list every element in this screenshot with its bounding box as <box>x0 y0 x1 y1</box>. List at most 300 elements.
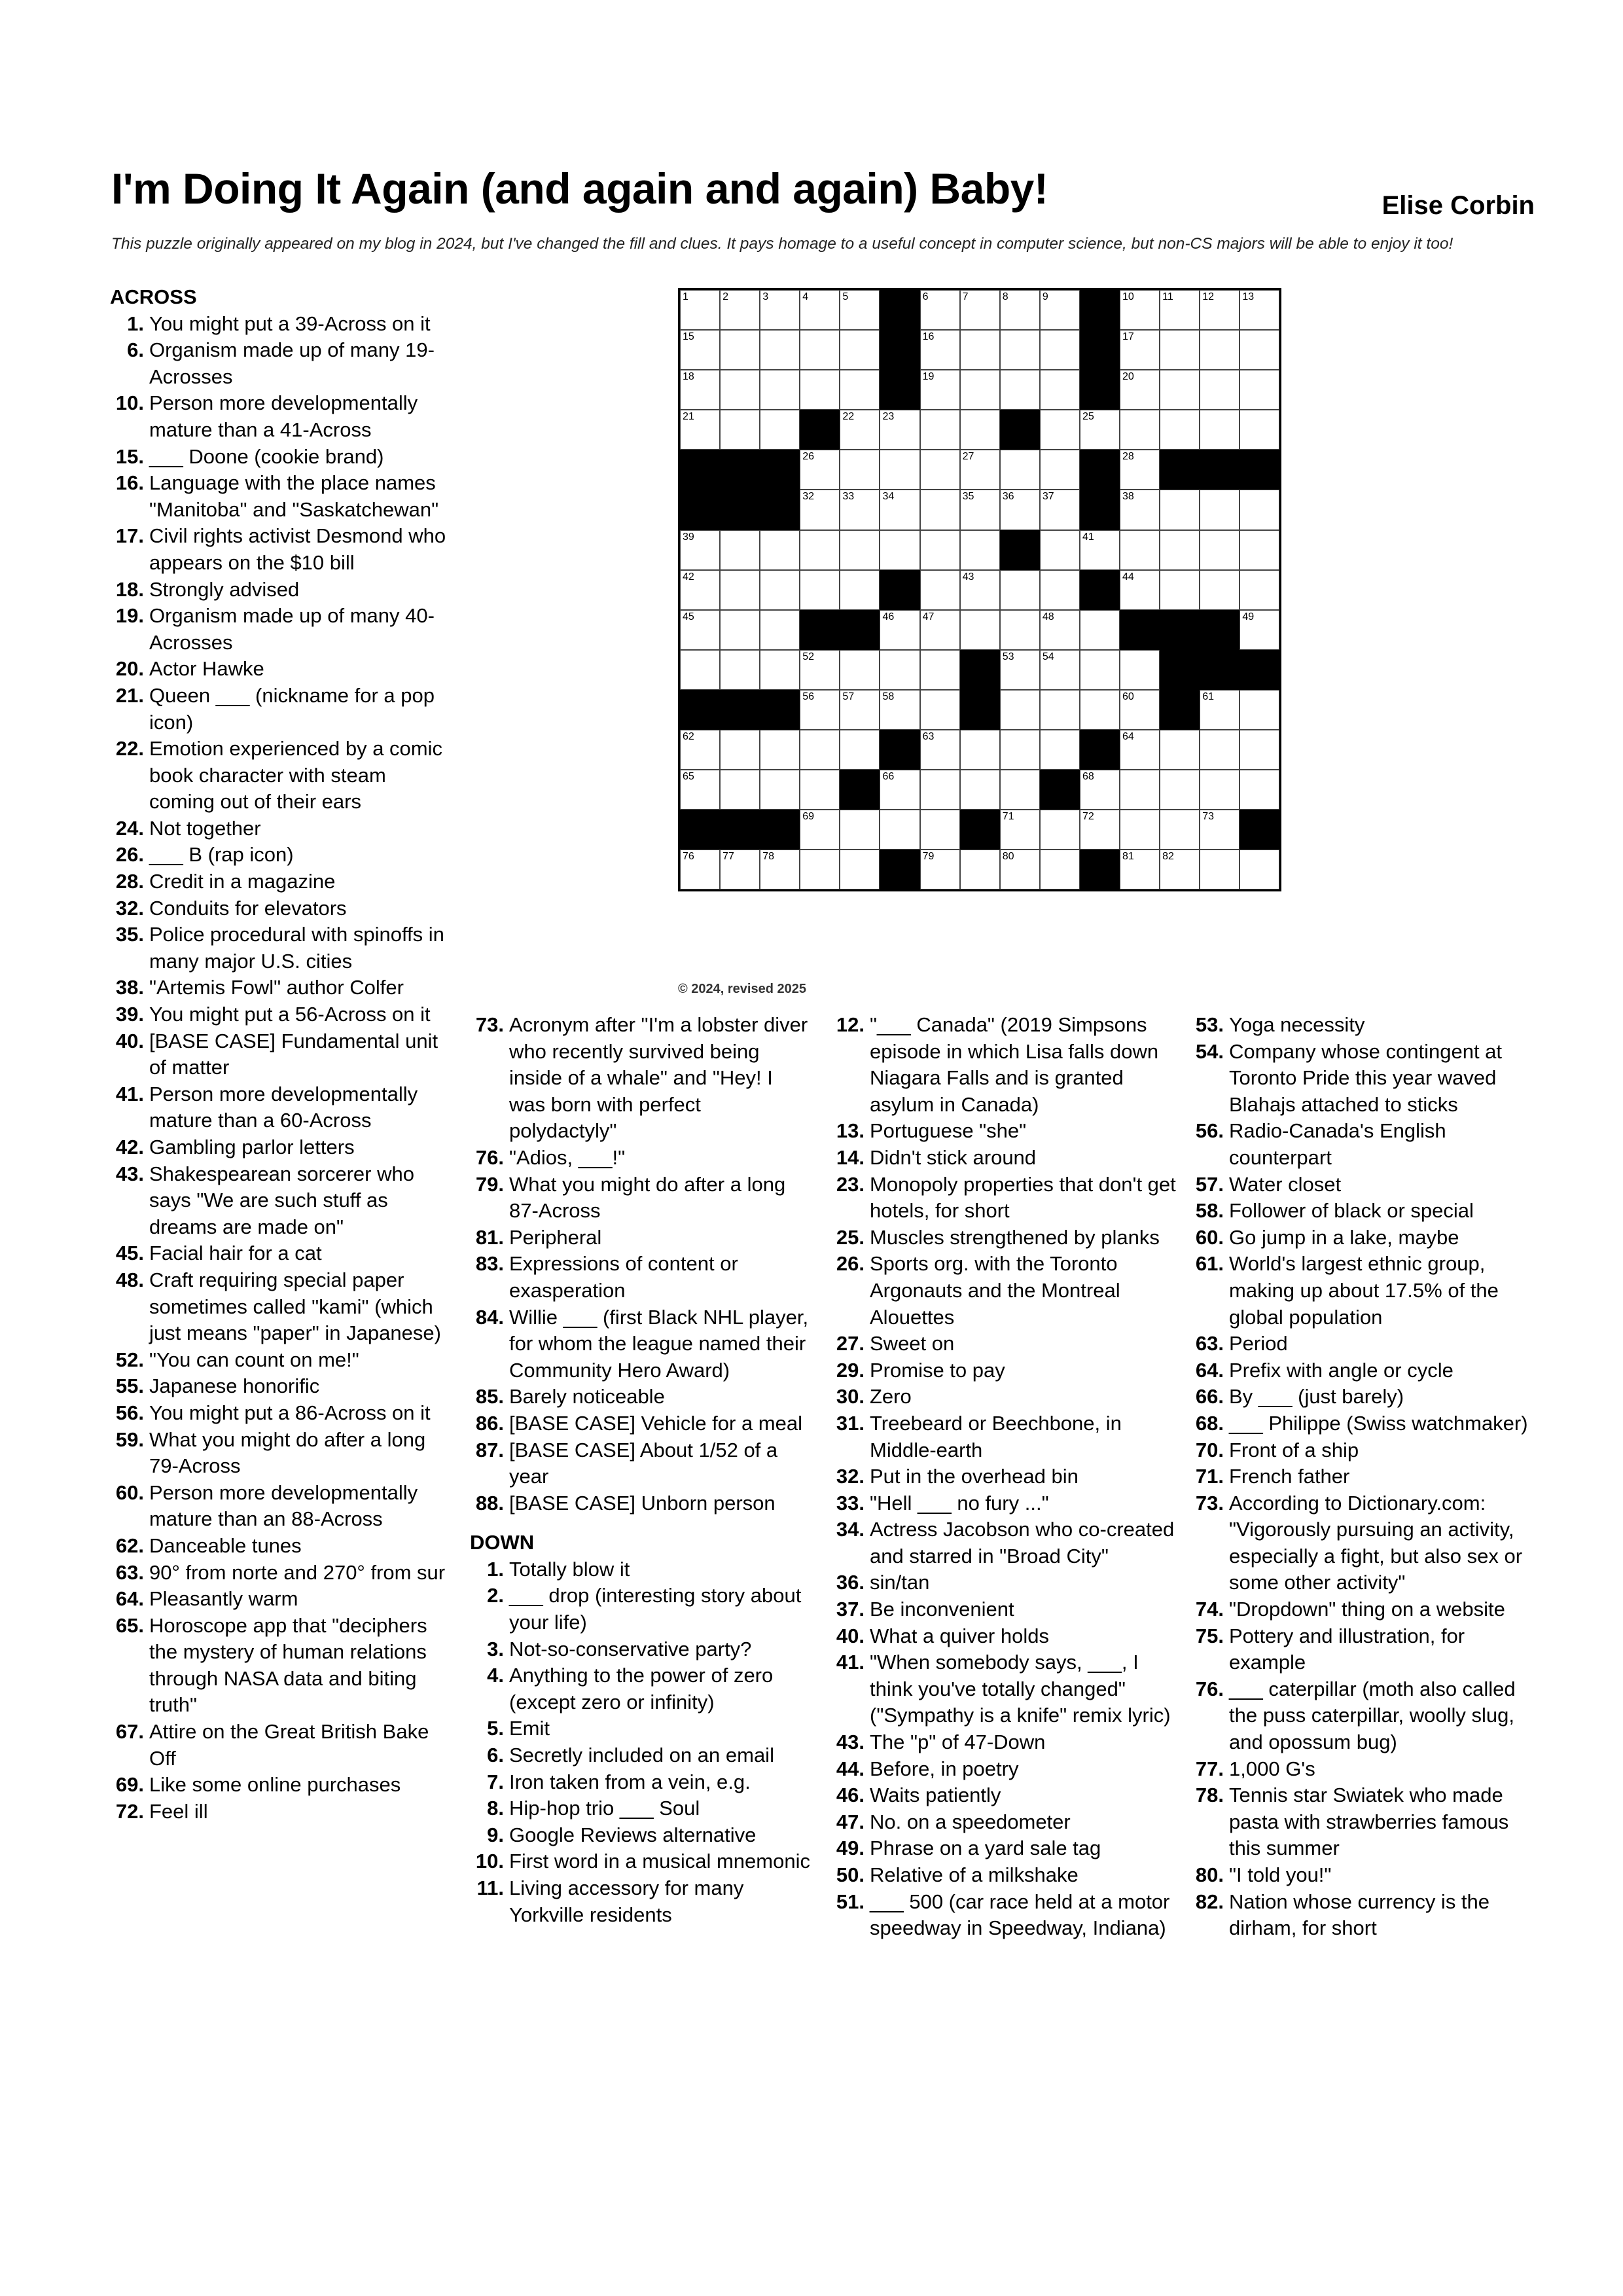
grid-cell[interactable] <box>1000 770 1040 810</box>
grid-cell[interactable] <box>720 410 760 450</box>
clue-text: Feel ill <box>149 1799 208 1823</box>
clue-item <box>830 1835 1177 1862</box>
black-square <box>960 650 1000 690</box>
cell-number: 25 <box>1082 411 1094 423</box>
grid-cell[interactable] <box>1000 850 1040 889</box>
grid-cell[interactable] <box>1120 770 1160 810</box>
clue-item <box>470 1769 813 1796</box>
grid-cell[interactable] <box>1240 770 1279 810</box>
clue-text: Follower of black or special <box>1229 1199 1474 1223</box>
grid-cell[interactable] <box>880 770 919 810</box>
clue-number: 3. <box>487 1637 504 1660</box>
grid-cell[interactable] <box>1040 370 1080 410</box>
grid-cell[interactable] <box>1200 330 1240 370</box>
clue-text: What a quiver holds <box>870 1624 1049 1647</box>
clue-item <box>1190 1384 1543 1410</box>
clue-text: Anything to the power of zero (except zero or infinity) <box>509 1664 774 1713</box>
grid-cell[interactable] <box>1120 490 1160 529</box>
black-square <box>1240 650 1279 690</box>
grid-cell[interactable] <box>1160 810 1200 850</box>
grid-cell[interactable] <box>1200 690 1240 730</box>
grid-cell[interactable] <box>1080 530 1120 570</box>
grid-cell[interactable] <box>1080 650 1120 690</box>
clue-list <box>470 1012 813 1516</box>
black-square <box>1080 570 1120 610</box>
grid-cell[interactable] <box>1120 810 1160 850</box>
grid-cell[interactable] <box>1160 330 1200 370</box>
clue-number: 53. <box>1195 1013 1224 1036</box>
clue-text: Relative of a milkshake <box>870 1863 1079 1886</box>
grid-cell[interactable] <box>960 370 1000 410</box>
grid-cell[interactable] <box>1200 850 1240 889</box>
grid-cell[interactable] <box>720 770 760 810</box>
cell-number: 42 <box>683 571 694 583</box>
clue-item <box>1190 1172 1543 1198</box>
grid-cell[interactable] <box>680 570 720 610</box>
clue-number: 10. <box>115 391 144 415</box>
grid-cell[interactable] <box>1000 610 1040 650</box>
clue-item <box>470 1410 813 1437</box>
grid-cell[interactable] <box>800 810 840 850</box>
cell-number: 61 <box>1202 691 1215 702</box>
cell-number: 45 <box>683 611 694 622</box>
grid-cell[interactable] <box>720 610 760 650</box>
grid-cell[interactable] <box>1240 490 1279 529</box>
grid-cell[interactable] <box>1120 730 1160 770</box>
grid-cell[interactable] <box>680 410 720 450</box>
grid-cell[interactable] <box>1120 690 1160 730</box>
grid-cell[interactable] <box>920 410 960 450</box>
grid-cell[interactable] <box>920 610 960 650</box>
clue-number: 88. <box>475 1491 504 1515</box>
grid-cell[interactable] <box>880 490 919 529</box>
grid-cell[interactable] <box>1040 810 1080 850</box>
grid-cell[interactable] <box>1040 650 1080 690</box>
cell-number: 53 <box>1002 651 1014 662</box>
clue-number: 7. <box>487 1770 504 1793</box>
clue-text: You might put a 39-Across on it <box>149 312 431 335</box>
clue-item <box>830 1729 1177 1756</box>
grid-cell[interactable] <box>960 290 1000 330</box>
grid-cell[interactable] <box>840 850 880 889</box>
clue-number: 47. <box>836 1810 865 1833</box>
clue-number: 11. <box>476 1876 504 1899</box>
clue-item <box>110 390 457 443</box>
cell-number: 33 <box>842 491 855 503</box>
grid-cell[interactable] <box>1120 650 1160 690</box>
grid-cell[interactable] <box>760 850 800 889</box>
grid-cell[interactable] <box>720 290 760 330</box>
clue-item <box>470 1251 813 1304</box>
clue-item <box>110 1427 457 1480</box>
clue-number: 51. <box>836 1890 865 1913</box>
grid-cell[interactable] <box>1200 570 1240 610</box>
grid-cell[interactable] <box>1240 730 1279 770</box>
grid-cell[interactable] <box>760 730 800 770</box>
clue-item <box>110 656 457 683</box>
cell-number: 5 <box>842 291 849 302</box>
black-square <box>960 810 1000 850</box>
grid-cell[interactable] <box>800 850 840 889</box>
grid-cell[interactable] <box>840 730 880 770</box>
clue-item <box>1190 1357 1543 1384</box>
clue-number: 28. <box>115 870 144 893</box>
grid-cell[interactable] <box>760 530 800 570</box>
clue-number: 73. <box>475 1013 504 1036</box>
cell-number: 47 <box>922 611 935 622</box>
grid-cell[interactable] <box>960 330 1000 370</box>
clue-item <box>830 1251 1177 1331</box>
clue-number: 50. <box>836 1863 865 1886</box>
grid-cell[interactable] <box>800 290 840 330</box>
grid-cell[interactable] <box>1160 530 1200 570</box>
grid-cell[interactable] <box>1160 370 1200 410</box>
grid-cell[interactable] <box>1080 410 1120 450</box>
grid-cell[interactable] <box>840 450 880 490</box>
grid-cell[interactable] <box>1160 290 1200 330</box>
grid-cell[interactable] <box>720 650 760 690</box>
grid-cell[interactable] <box>1000 330 1040 370</box>
grid-cell[interactable] <box>1120 370 1160 410</box>
clue-text: Treebeard or Beechbone, in Middle-earth <box>870 1411 1122 1462</box>
clue-number: 56. <box>115 1401 144 1424</box>
grid-cell[interactable] <box>960 450 1000 490</box>
grid-cell[interactable] <box>1120 530 1160 570</box>
grid-cell[interactable] <box>840 330 880 370</box>
grid-cell[interactable] <box>1080 810 1120 850</box>
grid-cell[interactable] <box>1000 370 1040 410</box>
grid-cell[interactable] <box>1240 330 1279 370</box>
grid-cell[interactable] <box>1000 450 1040 490</box>
grid-cell[interactable] <box>920 650 960 690</box>
grid-cell[interactable] <box>1000 810 1040 850</box>
grid-cell[interactable] <box>920 690 960 730</box>
grid-cell[interactable] <box>680 370 720 410</box>
clue-number: 14. <box>836 1145 865 1169</box>
grid-cell[interactable] <box>1120 290 1160 330</box>
cell-number: 62 <box>683 731 694 743</box>
clue-text: Emotion experienced by a comic book character with steam coming out of their ears <box>149 737 443 814</box>
grid-cell[interactable] <box>920 290 960 330</box>
grid-cell[interactable] <box>1240 370 1279 410</box>
grid-cell[interactable] <box>840 370 880 410</box>
cell-number: 78 <box>762 851 774 863</box>
grid-cell[interactable] <box>800 490 840 529</box>
grid-cell[interactable] <box>680 850 720 889</box>
grid-cell[interactable] <box>840 290 880 330</box>
clue-number: 23. <box>836 1172 865 1196</box>
grid-cell[interactable] <box>1040 530 1080 570</box>
clue-text: Go jump in a lake, maybe <box>1229 1225 1459 1249</box>
grid-cell[interactable] <box>960 730 1000 770</box>
grid-cell[interactable] <box>1000 570 1040 610</box>
grid-cell[interactable] <box>1040 570 1080 610</box>
cell-number: 82 <box>1162 851 1174 863</box>
grid-cell[interactable] <box>1040 290 1080 330</box>
clue-text: 90° from norte and 270° from sur <box>149 1560 446 1584</box>
grid-cell[interactable] <box>1200 490 1240 529</box>
grid-cell[interactable] <box>1040 450 1080 490</box>
grid-cell[interactable] <box>1040 330 1080 370</box>
grid-cell[interactable] <box>720 730 760 770</box>
grid-cell[interactable] <box>760 410 800 450</box>
grid-cell[interactable] <box>1240 290 1279 330</box>
grid-cell[interactable] <box>1080 690 1120 730</box>
grid-cell[interactable] <box>880 690 919 730</box>
grid-cell[interactable] <box>920 370 960 410</box>
grid-cell[interactable] <box>720 570 760 610</box>
grid-cell[interactable] <box>1080 610 1120 650</box>
grid-cell[interactable] <box>960 530 1000 570</box>
grid-cell[interactable] <box>1240 850 1279 889</box>
grid-cell[interactable] <box>800 770 840 810</box>
grid-cell[interactable] <box>920 850 960 889</box>
grid-cell[interactable] <box>1000 490 1040 529</box>
black-square <box>880 330 919 370</box>
grid-cell[interactable] <box>960 490 1000 529</box>
grid-cell[interactable] <box>720 370 760 410</box>
grid-cell[interactable] <box>800 370 840 410</box>
black-square <box>1160 450 1200 490</box>
grid-cell[interactable] <box>1120 410 1160 450</box>
grid-cell[interactable] <box>840 530 880 570</box>
grid-cell[interactable] <box>920 570 960 610</box>
grid-cell[interactable] <box>720 330 760 370</box>
clue-number: 4. <box>487 1664 504 1687</box>
clue-text: Muscles strengthened by planks <box>870 1225 1160 1249</box>
black-square <box>720 810 760 850</box>
grid-cell[interactable] <box>760 770 800 810</box>
grid-cell[interactable] <box>1160 730 1200 770</box>
clue-text: Not together <box>149 816 261 840</box>
clue-text: Strongly advised <box>149 577 300 601</box>
clue-number: 58. <box>1195 1199 1224 1223</box>
grid-cell[interactable] <box>1040 730 1080 770</box>
clue-text: Like some online purchases <box>149 1773 401 1797</box>
grid-cell[interactable] <box>840 690 880 730</box>
cell-number: 38 <box>1122 491 1134 503</box>
clue-number: 49. <box>836 1837 865 1860</box>
clue-number: 39. <box>115 1003 144 1026</box>
grid-cell[interactable] <box>1160 850 1200 889</box>
cell-number: 79 <box>922 851 935 863</box>
cell-number: 9 <box>1042 291 1048 302</box>
grid-cell[interactable] <box>880 530 919 570</box>
grid-cell[interactable] <box>1200 530 1240 570</box>
grid-cell[interactable] <box>680 770 720 810</box>
grid-cell[interactable] <box>880 810 919 850</box>
grid-cell[interactable] <box>680 330 720 370</box>
black-square <box>1200 650 1240 690</box>
grid-cell[interactable] <box>840 490 880 529</box>
clue-number: 85. <box>475 1385 504 1408</box>
clue-item <box>1190 1596 1543 1623</box>
grid-cell[interactable] <box>960 770 1000 810</box>
grid-cell[interactable] <box>1040 410 1080 450</box>
clue-number: 21. <box>115 683 144 707</box>
grid-cell[interactable] <box>1040 610 1080 650</box>
black-square <box>1040 770 1080 810</box>
grid-cell[interactable] <box>1200 770 1240 810</box>
grid-cell[interactable] <box>760 290 800 330</box>
black-square <box>1080 850 1120 889</box>
grid-cell[interactable] <box>920 450 960 490</box>
black-square <box>1240 810 1279 850</box>
grid-cell[interactable] <box>800 330 840 370</box>
cell-number: 13 <box>1242 291 1255 302</box>
clue-item <box>830 1357 1177 1384</box>
clue-text: "I told you!" <box>1229 1863 1332 1886</box>
cell-number: 37 <box>1042 491 1054 503</box>
grid-cell[interactable] <box>1040 490 1080 529</box>
grid-cell[interactable] <box>680 650 720 690</box>
grid-cell[interactable] <box>1240 570 1279 610</box>
clue-number: 32. <box>836 1465 865 1488</box>
grid-cell[interactable] <box>1240 410 1279 450</box>
grid-cell[interactable] <box>1120 450 1160 490</box>
grid-cell[interactable] <box>1120 330 1160 370</box>
clue-number: 56. <box>1195 1119 1224 1143</box>
clue-number: 19. <box>115 604 144 628</box>
grid-cell[interactable] <box>680 730 720 770</box>
grid-cell[interactable] <box>1000 650 1040 690</box>
clue-text: Civil rights activist Desmond who appears on the $10 bill <box>149 524 446 574</box>
grid-cell[interactable] <box>920 770 960 810</box>
clue-number: 59. <box>115 1427 144 1451</box>
grid-cell[interactable] <box>880 650 919 690</box>
clue-item <box>1190 1331 1543 1357</box>
grid-cell[interactable] <box>680 530 720 570</box>
clue-item <box>110 1772 457 1799</box>
grid-cell[interactable] <box>1000 690 1040 730</box>
grid-cell[interactable] <box>1240 690 1279 730</box>
clue-text: No. on a speedometer <box>870 1810 1071 1833</box>
cell-number: 80 <box>1002 851 1014 863</box>
grid-cell[interactable] <box>960 610 1000 650</box>
clue-text: Nation whose currency is the dirham, for short <box>1229 1890 1490 1940</box>
grid-cell[interactable] <box>1200 370 1240 410</box>
grid-cell[interactable] <box>800 450 840 490</box>
grid-cell[interactable] <box>880 610 919 650</box>
grid-cell[interactable] <box>760 650 800 690</box>
grid-cell[interactable] <box>760 610 800 650</box>
clue-number: 22. <box>115 737 144 761</box>
clue-number: 6. <box>487 1744 504 1767</box>
clue-item <box>110 842 457 869</box>
clue-text: Danceable tunes <box>149 1534 302 1557</box>
grid-cell[interactable] <box>1040 690 1080 730</box>
grid-cell[interactable] <box>920 730 960 770</box>
grid-cell[interactable] <box>800 730 840 770</box>
grid-cell[interactable] <box>960 850 1000 889</box>
clue-item <box>830 1809 1177 1836</box>
grid-cell[interactable] <box>680 290 720 330</box>
grid-cell[interactable] <box>840 650 880 690</box>
clue-item <box>470 1636 813 1663</box>
clue-text: Period <box>1229 1332 1288 1355</box>
grid-cell[interactable] <box>1000 730 1040 770</box>
clue-number: 86. <box>475 1411 504 1435</box>
grid-cell[interactable] <box>760 330 800 370</box>
clue-number: 5. <box>487 1717 504 1740</box>
grid-cell[interactable] <box>760 370 800 410</box>
black-square <box>760 450 800 490</box>
grid-cell[interactable] <box>840 810 880 850</box>
black-square <box>1160 690 1200 730</box>
clue-number: 25. <box>836 1225 865 1249</box>
grid-cell[interactable] <box>1120 850 1160 889</box>
clue-text: Iron taken from a vein, e.g. <box>509 1770 751 1793</box>
grid-cell[interactable] <box>800 570 840 610</box>
grid-cell[interactable] <box>1200 810 1240 850</box>
grid-cell[interactable] <box>960 410 1000 450</box>
across-clues-column-1 <box>110 284 457 1825</box>
clue-text: You might put a 86-Across on it <box>149 1401 431 1424</box>
clue-number: 27. <box>836 1332 865 1355</box>
grid-cell[interactable] <box>1240 530 1279 570</box>
cell-number: 58 <box>882 691 895 702</box>
cell-number: 44 <box>1122 571 1134 583</box>
clue-number: 70. <box>1195 1438 1224 1462</box>
grid-cell[interactable] <box>920 810 960 850</box>
grid-cell[interactable] <box>800 690 840 730</box>
clue-text: Japanese honorific <box>149 1374 320 1398</box>
grid-cell[interactable] <box>880 450 919 490</box>
grid-cell[interactable] <box>880 410 919 450</box>
clue-text: Police procedural with spinoffs in many major U.S. cities <box>149 923 444 973</box>
black-square <box>1120 610 1160 650</box>
grid-cell[interactable] <box>1160 490 1200 529</box>
cell-number: 22 <box>842 411 855 423</box>
grid-cell[interactable] <box>800 530 840 570</box>
grid-cell[interactable] <box>1040 850 1080 889</box>
grid-cell[interactable] <box>680 610 720 650</box>
clue-item <box>110 1400 457 1427</box>
grid-cell[interactable] <box>1160 770 1200 810</box>
grid-cell[interactable] <box>1200 290 1240 330</box>
clue-text: Queen ___ (nickname for a pop icon) <box>149 683 435 734</box>
grid-cell[interactable] <box>960 570 1000 610</box>
grid-cell[interactable] <box>1200 410 1240 450</box>
grid-cell[interactable] <box>840 570 880 610</box>
grid-cell[interactable] <box>840 410 880 450</box>
grid-cell[interactable] <box>1200 730 1240 770</box>
grid-cell[interactable] <box>1120 570 1160 610</box>
clue-text: Sweet on <box>870 1332 955 1355</box>
grid-cell[interactable] <box>1240 610 1279 650</box>
grid-cell[interactable] <box>720 850 760 889</box>
grid-cell[interactable] <box>1160 570 1200 610</box>
clue-text: Expressions of content or exasperation <box>509 1252 738 1302</box>
grid-cell[interactable] <box>1000 290 1040 330</box>
grid-cell[interactable] <box>920 530 960 570</box>
clue-number: 40. <box>836 1624 865 1647</box>
grid-cell[interactable] <box>920 490 960 529</box>
grid-cell[interactable] <box>920 330 960 370</box>
clue-item <box>470 1662 813 1715</box>
cell-number: 19 <box>922 371 935 383</box>
grid-cell[interactable] <box>760 570 800 610</box>
black-square <box>840 770 880 810</box>
grid-cell[interactable] <box>1080 770 1120 810</box>
cell-number: 20 <box>1122 371 1134 383</box>
clue-text: Conduits for elevators <box>149 896 347 920</box>
clue-text: Pottery and illustration, for example <box>1229 1624 1465 1674</box>
clue-number: 30. <box>836 1385 865 1408</box>
grid-cell[interactable] <box>800 650 840 690</box>
grid-cell[interactable] <box>1160 410 1200 450</box>
grid-cell[interactable] <box>720 530 760 570</box>
